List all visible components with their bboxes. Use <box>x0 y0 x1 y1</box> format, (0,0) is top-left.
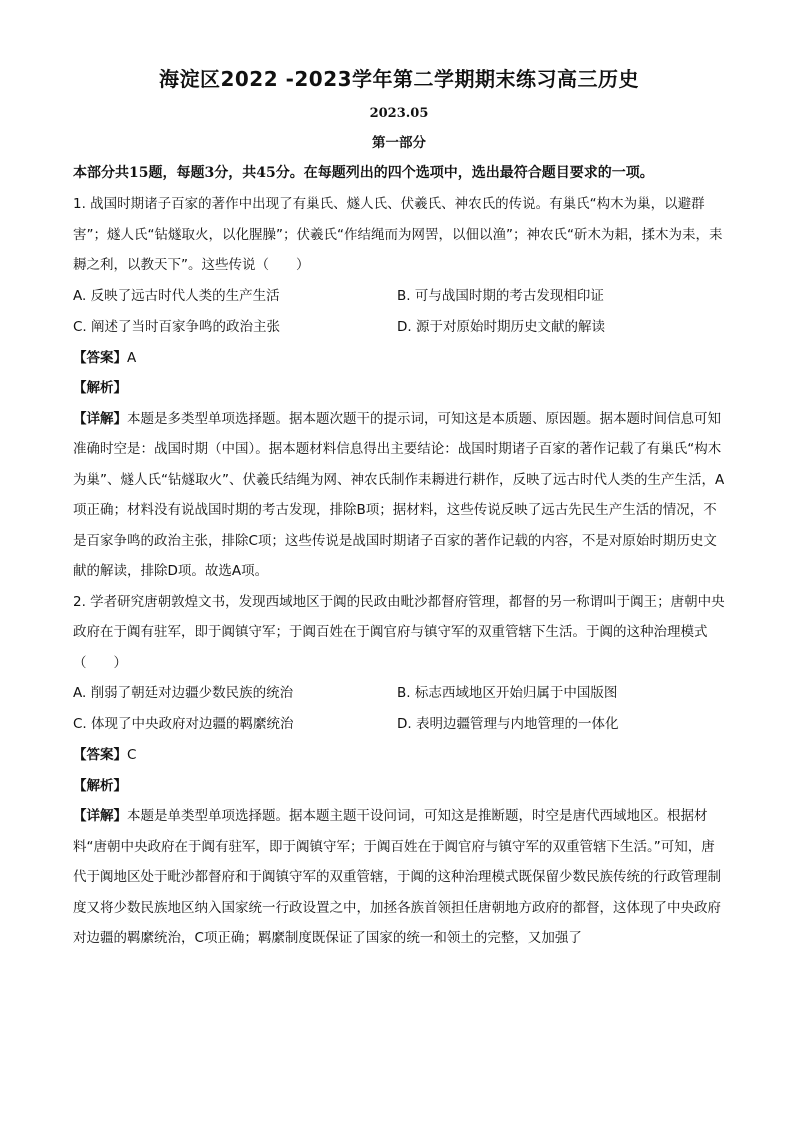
question-2-detail <box>73 801 725 954</box>
document-title: 海淀区2022 -2023学年第二学期期末练习高三历史 <box>158 67 640 91</box>
question-1-analysis-label: 【解析】 <box>73 380 127 396</box>
question-2-option-a: A. 削弱了朝廷对边疆少数民族的统治 <box>73 685 294 701</box>
question-1-option-d: D. 源于对原始时期历史文献的解读 <box>397 318 605 335</box>
question-1-detail <box>73 404 725 587</box>
answer-value: C <box>127 747 137 763</box>
question-2-option-c: C. 体现了中央政府对边疆的羁縻统治 <box>73 716 294 732</box>
question-1-answer <box>73 343 725 374</box>
question-2-options <box>73 678 725 740</box>
question-1-options <box>73 281 725 343</box>
question-2-option-d: D. 表明边疆管理与内地管理的一体化 <box>397 716 619 732</box>
section-instructions: 本部分共15题，每题3分，共45分。在每题列出的四个选项中，选出最符合题目要求的一项。 <box>73 165 654 181</box>
section-heading: 第一部分 <box>372 135 426 151</box>
detail-label: 【详解】 <box>73 410 127 427</box>
detail-text: 本题是多类型单项选择题。据本题次题干的提示词，可知这是本质题、原因题。据本题时间信息可知准确时空是：战国时期（中国）。据本题材料信息得出主要结论：战国时期诸子百家的著作记载了有巢氏“构木为巢”、燧人氏“钻燧取火”、伏羲氏结绳为网、神农氏制作耒耨进行耕作，反映了远古时代人类的生产生活，A项正确；材料没有说战国时期的考古发现，排除B项；据材料，这些传说反映了远古先民生产生活的情况，不是百家争鸣的政治主张，排除C项；这些传说是战国时期诸子百家的著作记载的内容，不是对原始时期历史文献的解读，排除D项。故选A项。 <box>73 410 725 579</box>
question-2-option-b: B. 标志西域地区开始归属于中国版图 <box>397 685 618 701</box>
answer-value: A <box>127 349 137 366</box>
question-2-stem: 2. 学者研究唐朝敦煌文书，发现西域地区于阗的民政由毗沙都督府管理，都督的另一称谓叫于阗王；唐朝中央政府在于阗有驻军，即于阗镇守军；于阗百姓在于阗官府与镇守军的双重管辖下生活。于阗的这种治理模式（ ） <box>73 593 725 671</box>
exam-date: 2023.05 <box>369 106 429 121</box>
answer-label: 【答案】 <box>73 349 127 366</box>
question-2-analysis-label: 【解析】 <box>73 777 127 794</box>
question-1-stem: 1. 战国时期诸子百家的著作中出现了有巢氏、燧人氏、伏羲氏、神农氏的传说。有巢氏“构木为巢，以避群害”；燧人氏“钻燧取火，以化腥臊”；伏羲氏“作结绳而为网罟，以佃以渔”；神农氏“斫木为耜，揉木为耒，耒耨之利，以教天下”。这些传说（ ） <box>73 196 723 273</box>
question-1-option-a: A. 反映了远古时代人类的生产生活 <box>73 287 280 304</box>
question-1-option-b: B. 可与战国时期的考古发现相印证 <box>397 287 604 304</box>
detail-text: 本题是单类型单项选择题。据本题主题干设问词，可知这是推断题，时空是唐代西域地区。根据材料“唐朝中央政府在于阗有驻军，即于阗镇守军；于阗百姓在于阗官府与镇守军的双重管辖下生活。”可知，唐代于阗地区处于毗沙都督府和于阗镇守军的双重管辖，于阗的这种治理模式既保留少数民族传统的行政管理制度又将少数民族地区纳入国家统一行政设置之中，加拯各族首领担任唐朝地方政府的都督，这体现了中央政府对边疆的羁縻统治，C项正确；羁縻制度既保证了国家的统一和领土的完整，又加强了 <box>73 808 721 946</box>
answer-label: 【答案】 <box>73 747 127 763</box>
question-2-answer <box>73 740 725 771</box>
detail-label: 【详解】 <box>73 808 127 824</box>
document-page <box>73 62 725 954</box>
question-1-option-c: C. 阐述了当时百家争鸣的政治主张 <box>73 318 281 335</box>
